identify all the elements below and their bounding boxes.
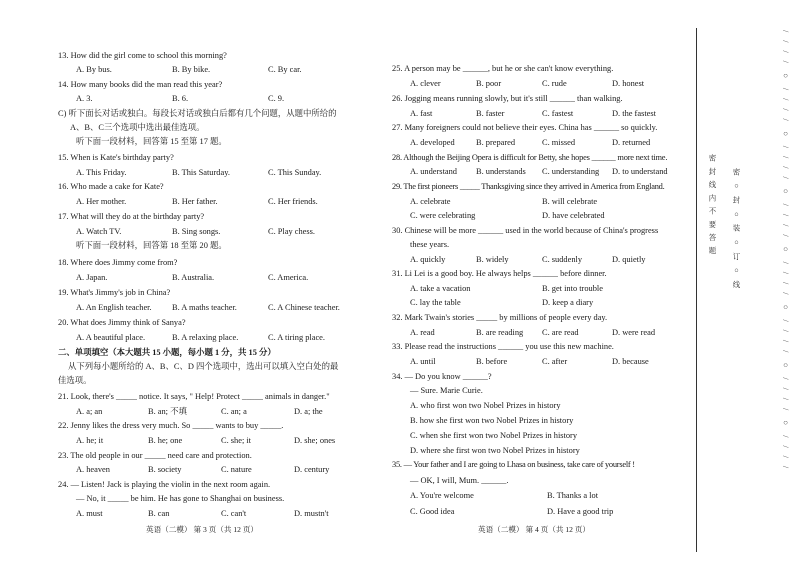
option: D. a; the [294,407,323,416]
option: C. missed [542,138,576,147]
page-footer: 英语（二模） 第 3 页（共 12 页） [146,525,259,534]
option: B. he; one [148,436,183,445]
option: A. fast [410,109,433,118]
option: D. where she first won two Nobel Prizes in history [410,446,580,455]
question-16: 16. Who made a cake for Kate? [58,182,164,191]
option: B. how she first won two Nobel Prizes in history [410,416,574,425]
option: C. she; it [221,436,252,445]
option: C. America. [268,273,309,282]
option: A. Her mother. [76,197,127,206]
options-24 [58,508,388,519]
question-13: 13. How did the girl come to school this morning? [58,51,227,60]
option: D. Have a good trip [547,507,614,516]
question-27: 27. Many foreigners could not believe their eyes. China has ______ so quickly. [392,123,658,132]
question-23: 23. The old people in our _____ need care and protection. [58,451,252,460]
section-2-instruction-cont: 佳选项。 [58,376,92,385]
options-35-row-1 [392,490,692,501]
option: C. were celebrating [410,211,476,220]
option: A. An English teacher. [76,303,152,312]
question-14: 14. How many books did the man read this year? [58,80,223,89]
option: D. quietly [612,255,646,264]
options-17 [58,226,388,237]
option: B. can [148,509,170,518]
option: A. This Friday. [76,168,127,177]
option: B. are reading [476,328,524,337]
option: C. By car. [268,65,302,74]
option: B. A maths teacher. [172,303,237,312]
option: B. Her father. [172,197,218,206]
option: B. faster [476,109,505,118]
option: A. until [410,357,436,366]
option: A. developed [410,138,455,147]
options-35-row-2 [392,506,692,517]
question-35-line-2: — OK, I will, Mum. ______. [410,476,509,485]
option: A. You're welcome [410,491,474,500]
question-35: 35. — Your father and I are going to Lhasa on business, take care of yourself ! [392,460,635,469]
option: D. because [612,357,649,366]
option: C. suddenly [542,255,583,264]
question-24: 24. — Listen! Jack is playing the violin in the next room again. [58,480,271,489]
option: A. take a vacation [410,284,471,293]
question-34: 34. — Do you know ______? [392,372,492,381]
question-28: 28. Although the Beijing Opera is difficult for Betty, she hopes ______ more next time. [392,153,668,162]
option: A. quickly [410,255,446,264]
option: A. 3. [76,94,93,103]
options-23 [58,464,388,475]
option: B. society [148,465,182,474]
option: A. Japan. [76,273,108,282]
option: C. nature [221,465,252,474]
binding-seal-text: 密 ○ 封 ○ 装 ○ 订 ○ 线 [732,168,741,290]
options-33 [392,356,692,367]
options-32 [392,327,692,338]
option: B. before [476,357,508,366]
question-33: 33. Please read the instructions ______ you use this new machine. [392,342,614,351]
option: D. she; ones [294,436,336,445]
option: D. keep a diary [542,298,594,307]
option: D. have celebrated [542,211,605,220]
option: C. A Chinese teacher. [268,303,340,312]
option: B. A relaxing place. [172,333,239,342]
options-22 [58,435,388,446]
option: C. lay the table [410,298,461,307]
exam-page-3 [58,0,388,562]
question-18: 18. Where does Jimmy come from? [58,258,178,267]
option: C. A tiring place. [268,333,325,342]
options-26 [392,108,692,119]
option: B. Australia. [172,273,215,282]
option: B. Sing songs. [172,227,221,236]
option: A. who first won two Nobel Prizes in history [410,401,561,410]
option: A. A beautiful place. [76,333,146,342]
listen-instruction: 听下面一段材料，回答第 15 至第 17 题。 [76,137,227,146]
options-31-row-1 [392,283,692,294]
question-29: 29. The first pioneers _____ Thanksgiving since they arrived in America from England. [392,182,665,191]
option: A. celebrate [410,197,451,206]
binding-margin [696,28,761,552]
option: C. an; a [221,407,247,416]
options-29-row-1 [392,196,692,207]
option: A. understand [410,167,457,176]
question-22: 22. Jenny likes the dress very much. So _____ wants to buy _____. [58,421,284,430]
options-19 [58,302,388,313]
options-16 [58,196,388,207]
option: A. Watch TV. [76,227,122,236]
options-20 [58,332,388,343]
option: B. This Saturday. [172,168,230,177]
seal-line-marks: / / / / ○ / / / / ○ / / / / ○ / / / / ○ / / / / ○ / / / / ○ / / / / ○ / / / / [781,30,790,472]
option: B. understands [476,167,526,176]
option: C. Good idea [410,507,455,516]
question-25: 25. A person may be ______, but he or she can't know everything. [392,64,614,73]
options-13 [58,64,388,75]
options-15 [58,167,388,178]
options-14 [58,93,388,104]
question-17: 17. What will they do at the birthday party? [58,212,205,221]
option: A. a; an [76,407,103,416]
option: D. were read [612,328,656,337]
options-29-row-2 [392,210,692,221]
option: C. when she first won two Nobel Prizes in history [410,431,578,440]
option: A. By bus. [76,65,112,74]
options-31-row-2 [392,297,692,308]
option: B. Thanks a lot [547,491,599,500]
options-21 [58,406,388,417]
options-27 [392,137,692,148]
question-32: 32. Mark Twain's stories _____ by millions of people every day. [392,313,608,322]
question-15: 15. When is Kate's birthday party? [58,153,174,162]
option: D. the fastest [612,109,656,118]
question-24-line-2: — No, it _____ be him. He has gone to Shanghai on business. [76,494,285,503]
section-2-instruction: 从下列每小题所给的 A、B、C、D 四个选项中，选出可以填入空白处的最 [68,362,339,371]
question-26: 26. Jogging means running slowly, but it's still ______ than walking. [392,94,623,103]
option: C. after [542,357,568,366]
option: A. he; it [76,436,104,445]
section-c-heading: C) 听下面长对话或独白。每段长对话或独白后都有几个问题，从题中所给的 [58,109,337,118]
option: C. rude [542,79,567,88]
options-25 [392,78,692,89]
question-21: 21. Look, there's _____ notice. It says, " Help! Protect _____ animals in danger." [58,392,330,401]
option: B. get into trouble [542,284,603,293]
options-28 [392,166,692,177]
question-34-line-2: — Sure. Marie Curie. [410,386,483,395]
option: D. mustn't [294,509,329,518]
option: C. Her friends. [268,197,318,206]
option: A. heaven [76,465,110,474]
option: C. Play chess. [268,227,315,236]
option: D. returned [612,138,651,147]
option: C. fastest [542,109,574,118]
section-2-heading: 二、单项填空（本大题共 15 小题，每小题 1 分，共 15 分） [58,348,276,357]
option: B. an; 不填 [148,407,187,416]
binding-warning-text: 密 封 线 内 不 要 答 题 [708,154,717,257]
option: C. can't [221,509,247,518]
question-20: 20. What does Jimmy think of Sanya? [58,318,186,327]
options-18 [58,272,388,283]
option: A. clever [410,79,441,88]
option: B. widely [476,255,509,264]
option: A. read [410,328,435,337]
option: C. 9. [268,94,285,103]
option: A. must [76,509,103,518]
option: B. By bike. [172,65,211,74]
option: D. to understand [612,167,668,176]
option: B. will celebrate [542,197,598,206]
exam-page-4 [392,0,692,562]
option: C. This Sunday. [268,168,322,177]
question-30: 30. Chinese will be more ______ used in the world because of China's progress [392,226,659,235]
option: B. prepared [476,138,516,147]
option: D. century [294,465,330,474]
listen-instruction: 听下面一段材料，回答第 18 至第 20 题。 [76,241,227,250]
page-footer: 英语（二模） 第 4 页（共 12 页） [478,525,591,534]
question-30-line-2: these years. [410,240,450,249]
option: B. poor [476,79,502,88]
options-30 [392,254,692,265]
option: B. 6. [172,94,189,103]
section-c-heading-cont: A、B、C三个选项中选出最佳选项。 [70,123,205,132]
question-19: 19. What's Jimmy's job in China? [58,288,171,297]
question-31: 31. Li Lei is a good boy. He always helps ______ before dinner. [392,269,607,278]
option: C. are read [542,328,579,337]
option: D. honest [612,79,645,88]
option: C. understanding [542,167,600,176]
